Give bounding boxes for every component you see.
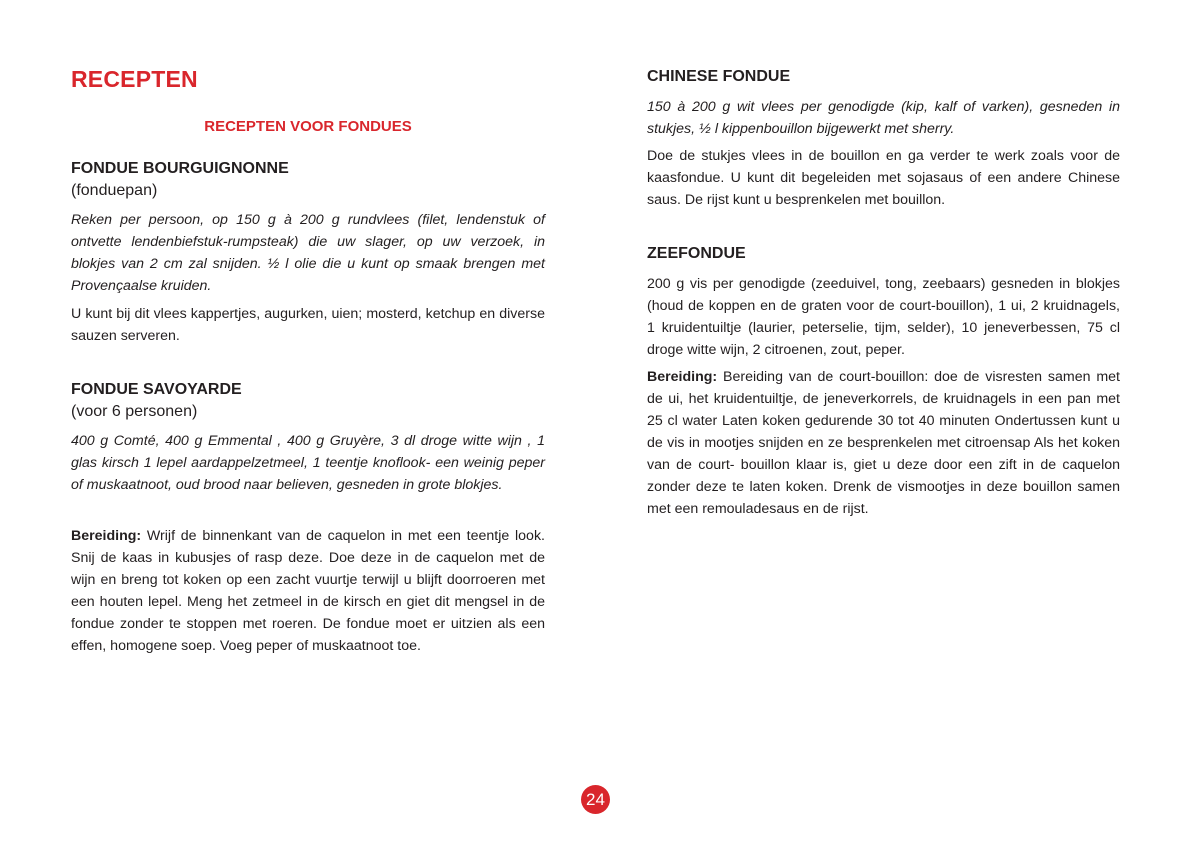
instructions-savoyarde xyxy=(71,525,545,657)
bereiding-label: Bereiding: xyxy=(71,528,142,544)
ingredients-zeefondue: 200 g vis per genodigde (zeeduivel, tong, zeebaars) gesneden in blokjes (houd de koppen en de graten voor de court-bouillon), 1 ui, 2 kruidnagels, 1 kruidentuiltje (laurier, peterselie, tijm, selder), 10 jeneverbessen, 75 cl droge witte wijn, 2 citroenen, zout, peper. xyxy=(647,276,1120,358)
instructions-bourguignonne: U kunt bij dit vlees kappertjes, augurken, uien; mosterd, ketchup en diverse sauzen serveren. xyxy=(71,306,545,344)
section-subtitle: RECEPTEN VOOR FONDUES xyxy=(204,118,412,135)
instructions-zeefondue xyxy=(647,366,1120,520)
page-title: RECEPTEN xyxy=(71,66,198,92)
page-number: 24 xyxy=(581,785,610,814)
recipe-heading-zeefondue: ZEEFONDUE xyxy=(647,245,746,262)
bereiding-text: Bereiding van de court-bouillon: doe de visresten samen met de ui, het kruidentuiltje, de jeneverkorrels, de kruidnagels in een pan met 25 cl water Laten koken gedurende 30 tot 40 minuten Ondertussen kunt u de vis in mootjes snijden en ze besprenkelen met citroensap Als het koken van de court- bouillon klaar is, giet u deze door een zift in de caquelon zonder deze te laten koken. Drenk de vismootjes in deze bouillon samen met een remouladesaus en de rijst. xyxy=(647,369,1120,517)
recipe-heading-chinese: CHINESE FONDUE xyxy=(647,68,791,85)
recipe-subheading-savoyarde: (voor 6 personen) xyxy=(71,403,198,420)
ingredients-chinese: 150 à 200 g wit vlees per genodigde (kip, kalf of varken), gesneden in stukjes, ½ l kippenbouillon bijgewerkt met sherry. xyxy=(647,99,1120,137)
recipe-heading-bourguignonne: FONDUE BOURGUIGNONNE xyxy=(71,160,289,177)
instructions-chinese: Doe de stukjes vlees in de bouillon en ga verder te werk zoals voor de kaasfondue. U kunt dit begeleiden met sojasaus of een andere Chinese saus. De rijst kunt u besprenkelen met bouillon. xyxy=(647,148,1120,208)
ingredients-bourguignonne: Reken per persoon, op 150 g à 200 g rundvlees (filet, lendenstuk of ontvette lendenbiefstuk-rumpsteak) die uw slager, op uw verzoek, in blokjes van 2 cm zal snijden. ½ l olie die u kunt op smaak brengen met Provençaalse kruiden. xyxy=(71,212,545,294)
ingredients-savoyarde: 400 g Comté, 400 g Emmental , 400 g Gruyère, 3 dl droge witte wijn , 1 glas kirsch 1 lepel aardappelzetmeel, 1 teentje knoflook- een weinig peper of muskaatnoot, oud brood naar believen, gesneden in grote blokjes. xyxy=(71,433,545,493)
bereiding-label: Bereiding: xyxy=(647,369,718,385)
bereiding-text: Wrijf de binnenkant van de caquelon in met een teentje look. Snij de kaas in kubusjes of rasp deze. Doe deze in de caquelon met de wijn en breng tot koken op een zacht vuurtje terwijl u blijft doorroeren met een houten lepel. Meng het zetmeel in de kirsch en giet dit mengsel in de fondue zonder te stoppen met roeren. De fondue moet er uitzien als een effen, homogene soep. Voeg peper of muskaatnoot toe. xyxy=(71,528,545,654)
recipe-subheading-bourguignonne: (fonduepan) xyxy=(71,182,158,199)
recipe-heading-savoyarde: FONDUE SAVOYARDE xyxy=(71,381,242,398)
